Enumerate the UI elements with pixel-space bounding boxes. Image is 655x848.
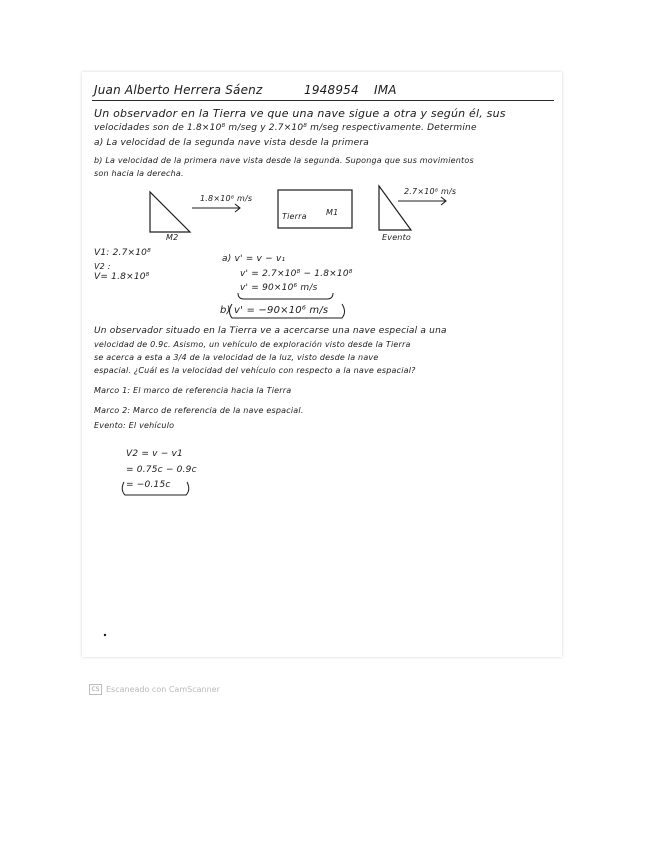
student-id: 1948954 — [304, 83, 359, 97]
solution2-line2: = 0.75c − 0.9c — [126, 465, 197, 475]
problem1-part-b-line2: son hacia la derecha. — [94, 169, 184, 178]
problem2-line2: velocidad de 0.9c. Asismo, un vehículo de exploración visto desde la Tierra — [94, 340, 411, 349]
given-v2: V2 : — [94, 262, 111, 271]
earth-box-label: Tierra — [282, 212, 307, 221]
event: Evento: El vehículo — [94, 421, 175, 430]
student-name: Juan Alberto Herrera Sáenz — [94, 83, 263, 97]
camscanner-text: Escaneado con CamScanner — [106, 685, 220, 694]
frame-2: Marco 2: Marco de referencia de la nave espacial. — [94, 406, 304, 415]
problem1-part-a: a) La velocidad de la segunda nave vista desde la primera — [94, 138, 369, 148]
given-v1: V1: 2.7×10⁸ — [94, 248, 151, 258]
triangle-evento-label: Evento — [382, 233, 412, 242]
arrow-2-label: 2.7×10⁸ m/s — [404, 187, 457, 196]
frame-1: Marco 1: El marco de referencia hacia la Tierra — [94, 386, 292, 395]
arrow-1-label: 1.8×10⁸ m/s — [200, 194, 253, 203]
solution1-line1: a) v' = v − v₁ — [222, 254, 286, 264]
camscanner-watermark — [89, 684, 220, 695]
solution2-line1: V2 = v − v1 — [126, 449, 183, 459]
problem1-line2: velocidades son de 1.8×10⁸ m/seg y 2.7×10⁸ m/seg respectivamente. Determine — [94, 123, 477, 133]
solution1-line3: v' = 90×10⁶ m/s — [240, 283, 318, 293]
problem2-line4: espacial. ¿Cuál es la velocidad del vehículo con respecto a la nave espacial? — [94, 366, 416, 375]
solution1-line2: v' = 2.7×10⁸ − 1.8×10⁸ — [240, 269, 353, 279]
problem2-line1: Un observador situado en la Tierra ve a acercarse una nave especial a una — [94, 326, 447, 336]
camscanner-logo: CS — [89, 684, 102, 695]
problem1-line1: Un observador en la Tierra ve que una nave sigue a otra y según él, sus — [94, 107, 506, 120]
given-v: V= 1.8×10⁸ — [94, 272, 150, 282]
student-group: IMA — [374, 83, 397, 97]
solution1-line4: b) v' = −90×10⁶ m/s — [220, 305, 329, 316]
m1-label: M1 — [326, 208, 339, 217]
scanned-page — [82, 72, 562, 657]
triangle-m2-label: M2 — [166, 233, 179, 242]
solution2-line3: = −0.15c — [126, 480, 171, 490]
problem1-part-b-line1: b) La velocidad de la primera nave vista desde la segunda. Suponga que sus movimientos — [94, 156, 474, 165]
solution2-bracket — [82, 72, 562, 502]
problem2-line3: se acerca a esta a 3/4 de la velocidad de la luz, visto desde la nave — [94, 353, 379, 362]
